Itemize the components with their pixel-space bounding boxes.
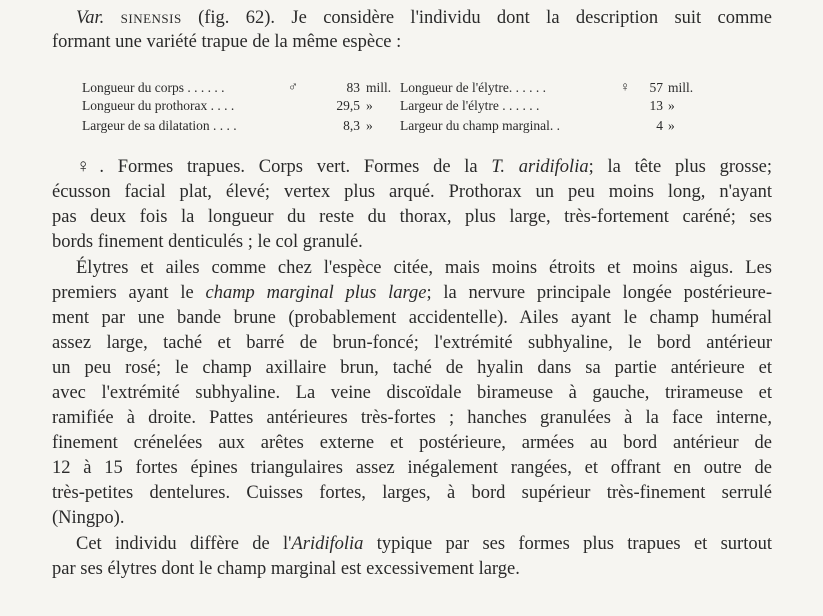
species-name: Aridifolia xyxy=(291,534,364,554)
meas-unit: » xyxy=(366,118,373,133)
para2-line-8: finement crénelées aux arêtes externe et postérieure, armées au bord antérieur de xyxy=(52,433,772,453)
meas-label: Largeur du champ marginal. . xyxy=(400,118,560,133)
italic-phrase: champ marginal plus large xyxy=(205,283,427,303)
para2-line-9: 12 à 15 fortes épines triangulaires assez inégalement rangées, et offrant en outre de xyxy=(52,458,772,478)
meas-unit: » xyxy=(668,98,675,113)
meas-label: Longueur de l'élytre. . . . . . xyxy=(400,80,547,95)
para2-line-10: très-petites dentelures. Cuisses fortes, larges, à bord supérieur très-finement serrulé xyxy=(52,483,772,503)
para3-line-1 xyxy=(76,532,772,556)
meas-unit: » xyxy=(366,98,373,113)
meas-label: Longueur du prothorax . . . . xyxy=(82,98,235,113)
para2-line-6: avec l'extrémité subhyaline. La veine discoïdale birameuse à gauche, trirameuse et xyxy=(52,383,772,403)
para2-line-3: ment par une bande brune (probablement accidentelle). Ailes ayant le champ huméral xyxy=(52,308,772,328)
para2-text: ; la nervure principale longée postérieure- xyxy=(426,283,772,303)
para2-line-2 xyxy=(52,281,772,305)
para2-line-1: Élytres et ailes comme chez l'espèce citée, mais moins étroits et moins aigus. Les xyxy=(76,258,772,278)
meas-value: 4 xyxy=(656,118,663,133)
meas-unit: mill. xyxy=(366,80,392,95)
para3-line-2: par ses élytres dont le champ marginal est excessivement large. xyxy=(52,559,520,579)
var-label: Var. xyxy=(76,8,105,28)
meas-value: 8,3 xyxy=(343,118,360,133)
meas-unit: mill. xyxy=(668,80,694,95)
meas-label: Longueur du corps . . . . . . xyxy=(82,80,225,95)
female-symbol-icon: ♀ xyxy=(76,156,100,177)
para3-text: typique par ses formes plus trapues et surtout xyxy=(376,534,772,554)
para1-line-4: bords finement denticulés ; le col granulé. xyxy=(52,232,363,252)
species-name: T. aridifolia xyxy=(491,157,589,177)
para1-line-3: pas deux fois la longueur du reste du thorax, plus large, très-fortement caréné; ses xyxy=(52,207,772,227)
para1-line-1 xyxy=(76,155,772,179)
para2-line-7: ramifiée à droite. Pattes antérieures très-fortes ; hanches granulées à la face interne, xyxy=(52,408,772,428)
meas-unit: » xyxy=(668,118,675,133)
para2-text: premiers ayant le xyxy=(52,283,194,303)
meas-value: 83 xyxy=(346,80,360,95)
para2-line-5: un peu rosé; le champ axillaire brun, taché de hyalin dans sa partie antérieure et xyxy=(52,358,772,378)
heading-line-2: formant une variété trapue de la même espèce : xyxy=(52,32,402,52)
heading-line-1 xyxy=(76,6,772,30)
para2-line-11: (Ningpo). xyxy=(52,508,125,528)
meas-value: 13 xyxy=(649,98,663,113)
var-name: sinensis xyxy=(120,8,182,28)
meas-value: 29,5 xyxy=(336,98,360,113)
meas-value: 57 xyxy=(649,80,663,95)
female-symbol-icon: ♀ xyxy=(620,79,631,94)
male-symbol-icon: ♂ xyxy=(288,79,299,94)
para3-text: Cet individu diffère de l' xyxy=(76,534,292,554)
para1-text: ; la tête plus grosse; xyxy=(588,157,773,177)
heading-line-1-rest: (fig. 62). Je considère l'individu dont la description suit comme xyxy=(198,8,772,28)
para1-text: . Formes trapues. Corps vert. Formes de la xyxy=(99,157,478,177)
meas-label: Largeur de sa dilatation . . . . xyxy=(82,118,237,133)
para1-line-2: écusson facial plat, élevé; vertex plus arqué. Prothorax un peu moins long, n'ayant xyxy=(52,182,772,202)
meas-label: Largeur de l'élytre . . . . . . xyxy=(400,98,540,113)
para2-line-4: assez large, taché et barré de brun-foncé; l'extrémité subhyaline, le bord antérieur xyxy=(52,333,772,353)
